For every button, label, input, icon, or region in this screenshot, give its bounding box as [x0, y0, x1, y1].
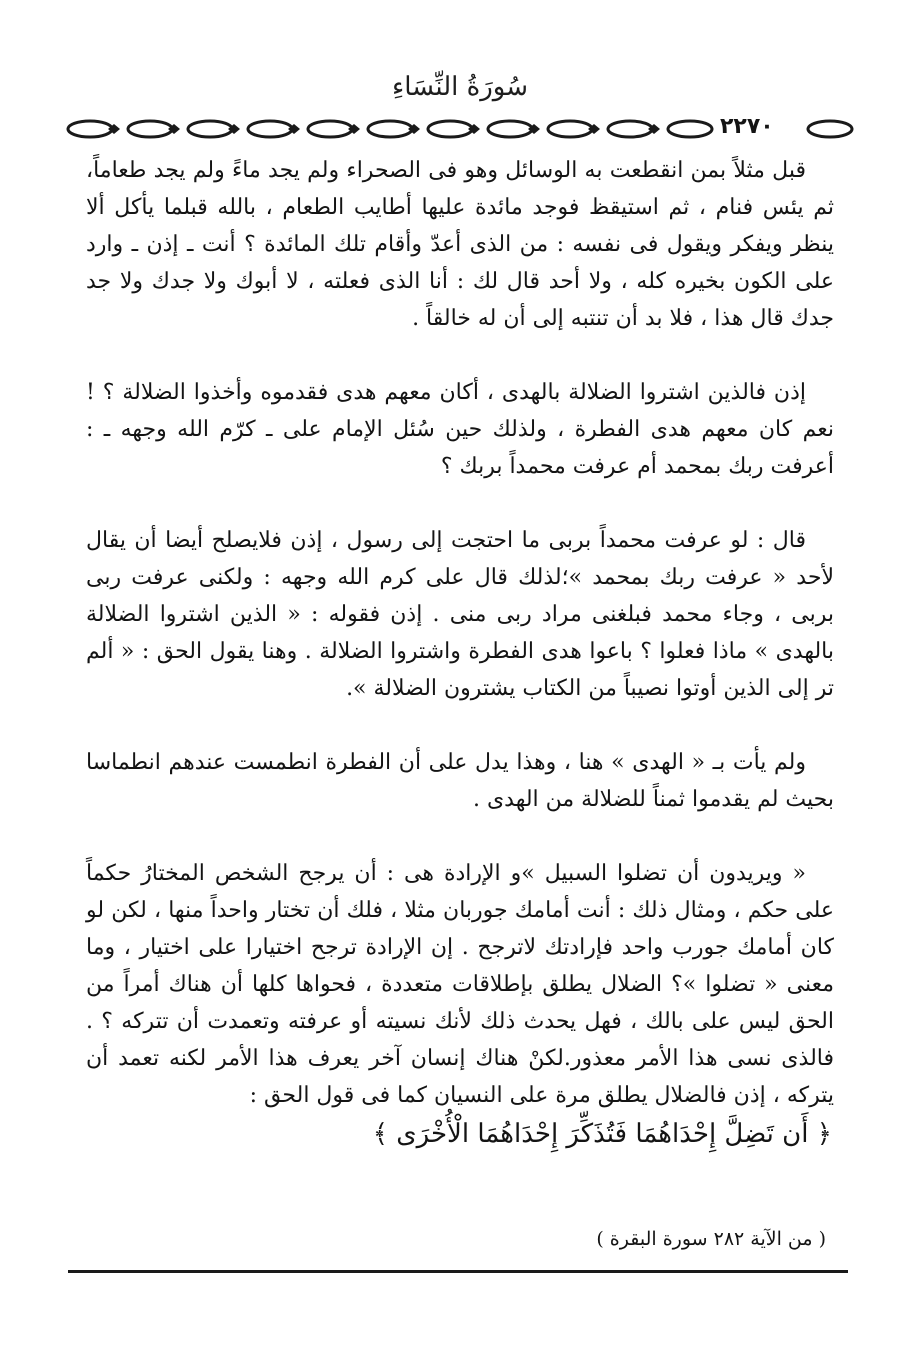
paragraph: قبل مثلاً بمن انقطعت به الوسائل وهو فى الصحراء ولم يجد ماءً ولم يجد طعاماً، ثم يئس فنام ، ثم استيقظ فوجد مائدة عليها أطايب الطعام ، بالله قبلما يأكل ألا ينظر ويفكر ويقول فى نفسه : من الذى أعدّ وأقام تلك المائدة ؟ أنت ـ إذن ـ وارد على الكون بخيره كله ، ولا أحد قال لك : أنا الذى فعلته ، لا أبوك ولا جدك ولا جد جدك قال هذا ، فلا بد أن تنتبه إلى أن له خالقاً .: [86, 158, 834, 331]
bottom-rule: [68, 1270, 848, 1273]
paragraph: إذن فالذين اشتروا الضلالة بالهدى ، أكان معهم هدى فقدموه وأخذوا الضلالة ؟ ! نعم كان معهم هدى الفطرة ، ولذلك حين سُئل الإمام على ـ كرّم الله وجهه ـ : أعرفت ربك بمحمد أم عرفت محمداً بربك ؟: [86, 380, 834, 479]
paragraph: « ويريدون أن تضلوا السبيل »و الإرادة هى : أن يرجح الشخص المختارُ حكماً على حكم ، ومثال ذلك : أنت أمامك جوربان مثلا ، فلك أن تختار واحداً منها ، لكن لو كان أمامك جورب واحد فإرادتك لاترجح . إن الإرادة ترجح اختيارا على اختيار ، وما معنى « تضلوا »؟ الضلال يطلق بإطلاقات متعددة ، فحواها كلها أن هناك أمراً من الحق ليس على بالك ، فهل يحدث ذلك لأنك نسيته أو عرفته وتعمدت أن تتركه ؟ . فالذى نسى هذا الأمر معذور.لكنْ هناك إنسان آخر يعرف هذا الأمر لكنه تعمد أن يتركه ، إذن فالضلال يطلق مرة على النسيان كما فى قول الحق :: [86, 861, 834, 1108]
paragraph: قال : لو عرفت محمداً بربى ما احتجت إلى رسول ، إذن فلايصلح أيضا أن يقال لأحد « عرفت ربك بمحمد »؛لذلك قال على كرم الله وجهه : ولكنى عرفت ربى بربى ، وجاء محمد فبلغنى مراد ربى منى . إذن فقوله : « الذين اشتروا الضلالة بالهدى » ماذا فعلوا ؟ باعوا هدى الفطرة واشتروا الضلالة . وهنا يقول الحق : « ألم تر إلى الذين أوتوا نصيباً من الكتاب يشترون الضلالة ».: [86, 528, 834, 701]
quran-verse: ﴿ أَن تَضِلَّ إِحْدَاهُمَا فَتُذَكِّرَ إِحْدَاهُمَا الْأُخْرَى ﴾: [372, 1119, 832, 1149]
surah-title: سُورَةُ النِّسَاءِ: [392, 72, 528, 102]
verse-source-reference: ( من الآية ٢٨٢ سورة البقرة ): [596, 1228, 826, 1250]
paragraph: ولم يأت بـ « الهدى » هنا ، وهذا يدل على أن الفطرة انطمست عندهم انطماسا بحيث لم يقدموا ثمناً للضلالة من الهدى .: [86, 750, 834, 812]
page-number: ٢٢٧٠: [714, 114, 780, 139]
body-text: [86, 152, 834, 1190]
